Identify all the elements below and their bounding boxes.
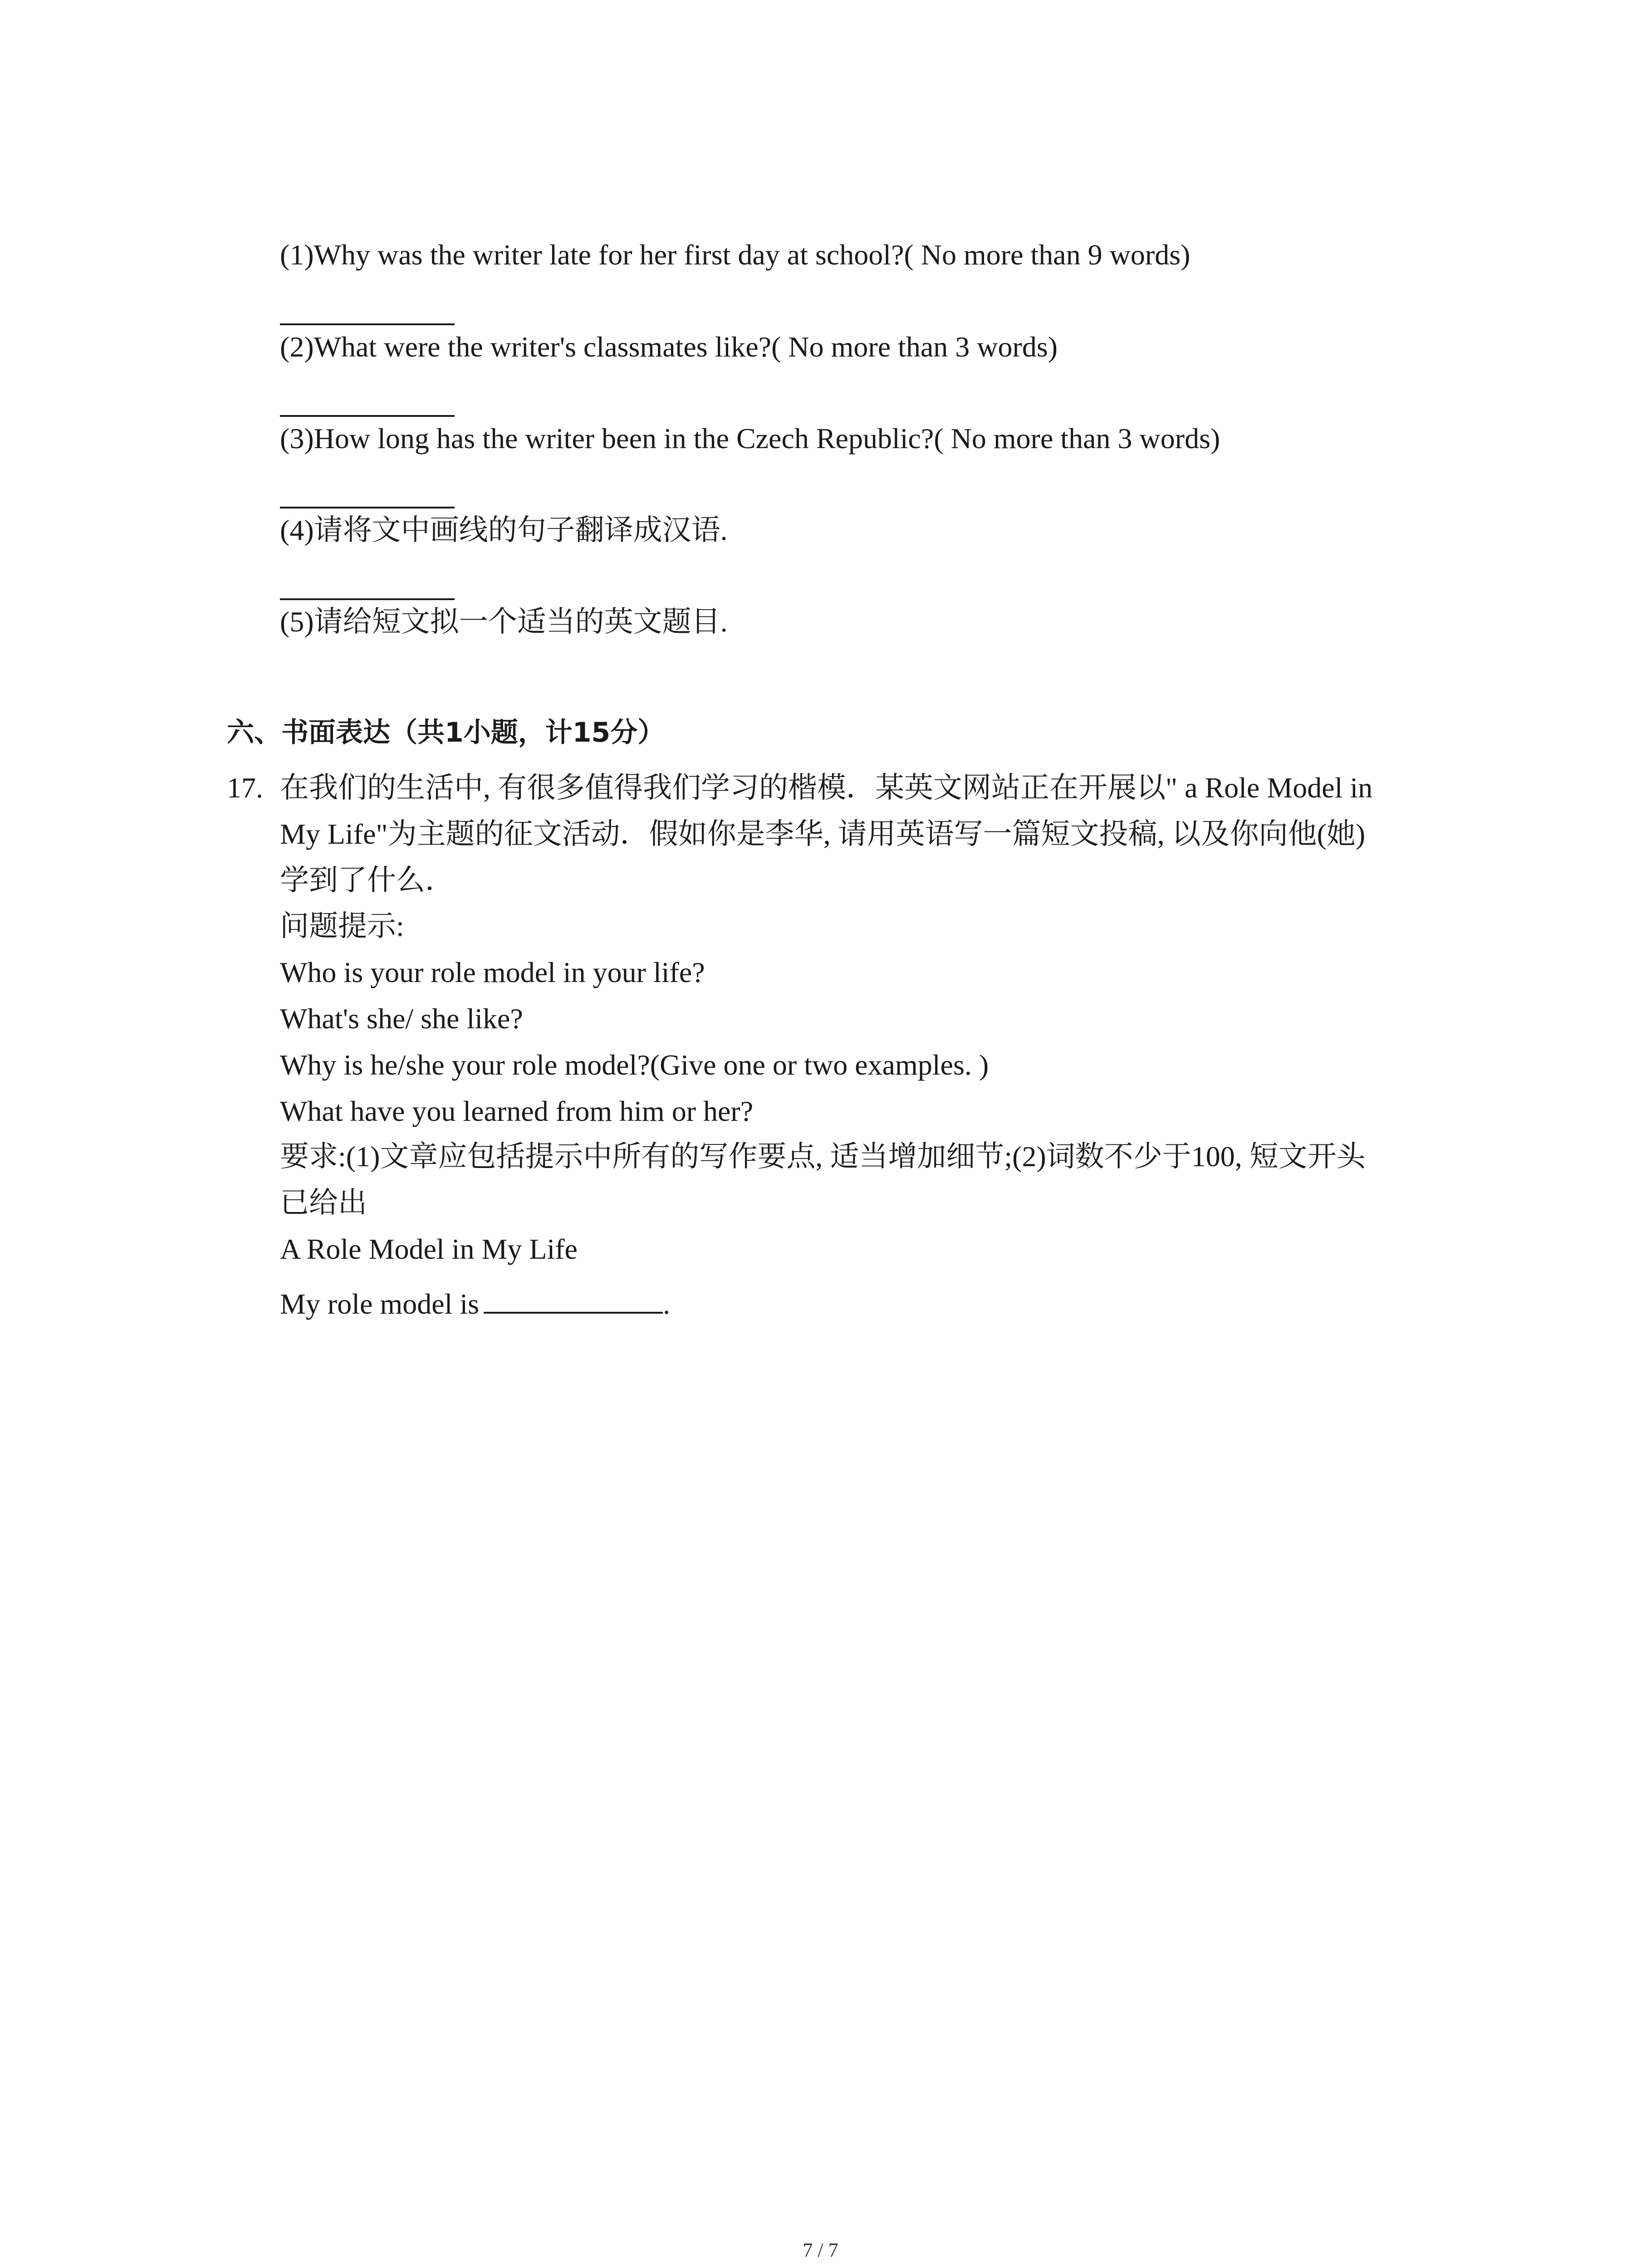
answer-blank-3[interactable] — [280, 507, 455, 508]
requirement-line-1: 要求:(1)文章应包括提示中所有的写作要点, 适当增加细节;(2)词数不少于100, 短文开头 — [280, 1140, 1366, 1173]
question-1: (1)Why was the writer late for her first day at school?( No more than 9 words) — [280, 239, 1190, 271]
hint-3: Why is he/she your role model?(Give one or two examples. ) — [280, 1049, 989, 1081]
question-4: (4)请将文中画线的句子翻译成汉语. — [280, 514, 728, 546]
requirement-line-2: 已给出 — [280, 1187, 367, 1219]
answer-blank-1[interactable] — [280, 323, 455, 325]
prompt-line-2: My Life"为主题的征文活动．假如你是李华, 请用英语写一篇短文投稿, 以及你向他(她) — [280, 818, 1366, 850]
hint-4: What have you learned from him or her? — [280, 1095, 754, 1127]
essay-opening-suffix: . — [663, 1288, 671, 1320]
essay-title: A Role Model in My Life — [280, 1233, 578, 1265]
question-number: 17. — [227, 772, 263, 804]
section-title: 六、书面表达（共1小题，计15分） — [227, 717, 665, 748]
question-2: (2)What were the writer's classmates like?( No more than 3 words) — [280, 331, 1058, 363]
page-number: 7 / 7 — [803, 2239, 838, 2261]
answer-blank-4[interactable] — [280, 598, 455, 600]
prompt-line-1: 在我们的生活中, 有很多值得我们学习的楷模．某英文网站正在开展以" a Role Model in — [280, 772, 1373, 804]
answer-blank-2[interactable] — [280, 415, 455, 417]
essay-opening — [280, 1286, 670, 1319]
essay-opening-blank[interactable] — [484, 1286, 663, 1314]
question-5: (5)请给短文拟一个适当的英文题目. — [280, 606, 728, 638]
question-3: (3)How long has the writer been in the Czech Republic?( No more than 3 words) — [280, 422, 1220, 455]
hint-label: 问题提示: — [280, 910, 404, 942]
hint-1: Who is your role model in your life? — [280, 956, 705, 988]
prompt-line-3: 学到了什么． — [280, 864, 454, 896]
hint-2: What's she/ she like? — [280, 1002, 523, 1035]
essay-opening-prefix: My role model is — [280, 1288, 480, 1320]
